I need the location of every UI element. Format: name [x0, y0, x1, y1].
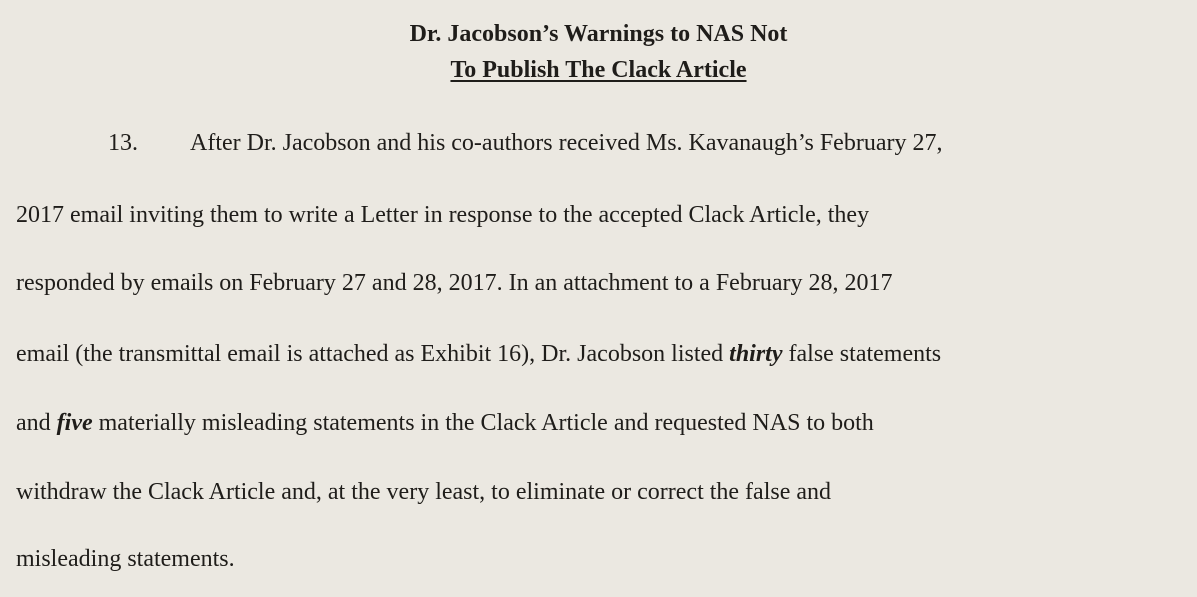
paragraph-line-4-text-before: email (the transmittal email is attached as Exhibit 16), Dr. Jacobson listed	[16, 341, 730, 367]
paragraph-line-5-text-after: materially misleading statements in the Clack Article and requested NAS to both	[92, 410, 874, 436]
section-heading-line-1: Dr. Jacobson’s Warnings to NAS Not	[409, 21, 788, 47]
paragraph-number: 13.	[108, 130, 138, 156]
section-heading-line-2	[0, 56, 1197, 84]
paragraph-line-4-text-after: false statements	[782, 341, 942, 367]
emphasis-thirty: thirty	[729, 341, 783, 367]
paragraph-line-2: 2017 email inviting them to write a Letter in response to the accepted Clack Article, they	[16, 202, 870, 228]
paragraph-line-7: misleading statements.	[16, 546, 235, 572]
paragraph-line-1: After Dr. Jacobson and his co-authors received Ms. Kavanaugh’s February 27,	[190, 130, 943, 156]
paragraph-line-6: withdraw the Clack Article and, at the very least, to eliminate or correct the false and	[16, 479, 832, 505]
emphasis-five: five	[56, 410, 93, 436]
section-heading-underlined-text: To Publish The Clack Article	[450, 57, 747, 83]
paragraph-line-4	[16, 340, 941, 368]
paragraph-line-5	[16, 409, 874, 437]
paragraph-line-3: responded by emails on February 27 and 28, 2017. In an attachment to a February 28, 2017	[16, 270, 893, 296]
paragraph-line-5-text-before: and	[16, 410, 57, 436]
